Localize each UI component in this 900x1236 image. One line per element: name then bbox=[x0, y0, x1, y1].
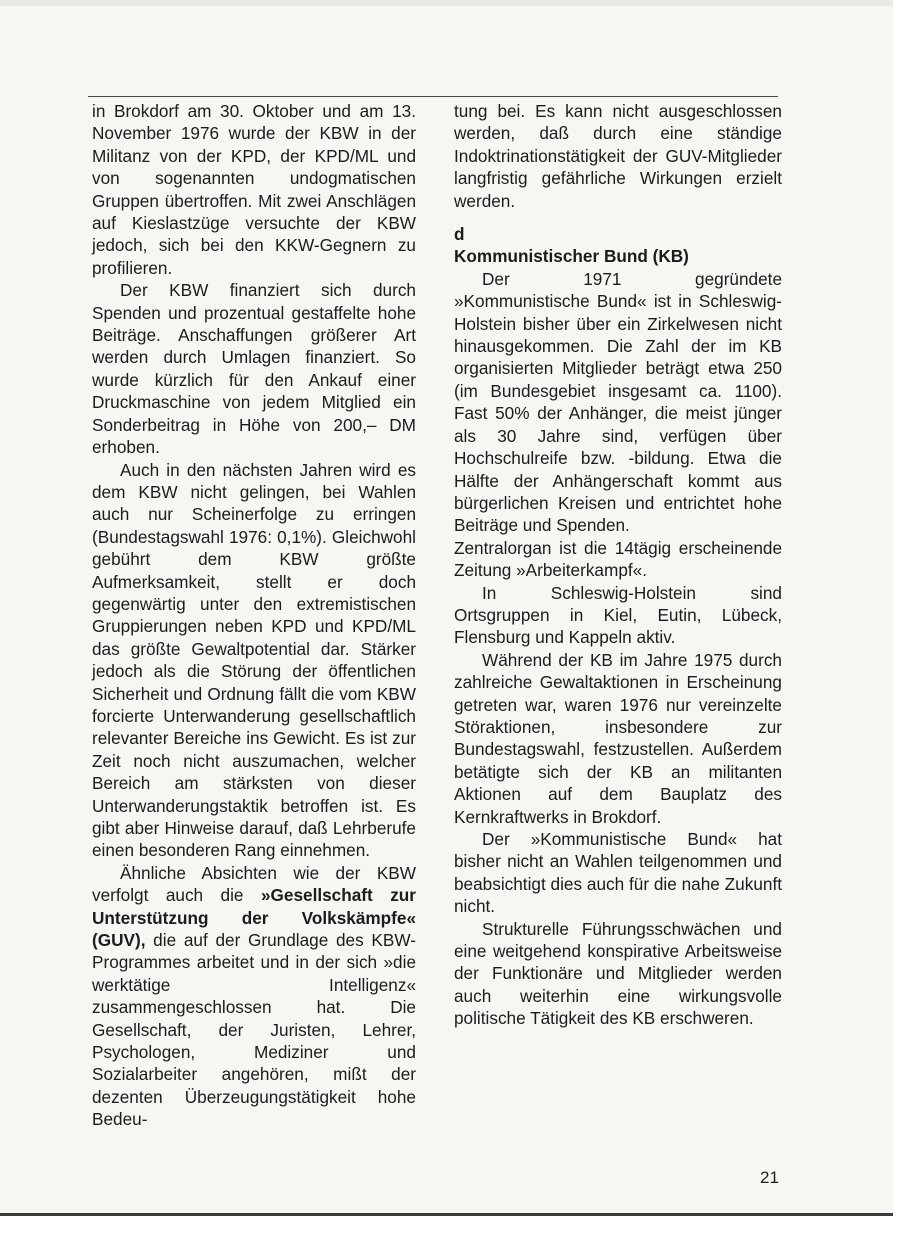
page-bottom-margin bbox=[0, 1213, 893, 1236]
paragraph: in Brokdorf am 30. Oktober und am 13. November 1976 wurde der KBW in der Militanz von der KPD, der KPD/ML und von sogenannten undogmatischen Gruppen übertroffen. Mit zwei Anschlägen auf Kieslastzüge versuchte der KBW jedoch, sich bei den KKW-Gegnern zu profilieren. bbox=[92, 101, 416, 278]
section-heading: Kommunistischer Bund (KB) bbox=[454, 246, 689, 267]
paragraph bbox=[92, 862, 416, 1131]
left-column bbox=[92, 100, 416, 1131]
paragraph: Strukturelle Führungsschwächen und eine weitgehend konspirative Arbeitsweise der Funktionäre und Mitglieder werden auch weiterhin eine wirkungsvolle politische Tätigkeit des KB erschweren. bbox=[454, 918, 782, 1029]
paragraph: Der KBW finanziert sich durch Spenden und prozentual gestaffelte hohe Beiträge. Anschaffungen größerer Art werden durch Umlagen finanziert. So wurde kürzlich für den Ankauf einer Druckmaschine von jedem Mitglied ein Sonderbeitrag in Höhe von 200,– DM erhoben. bbox=[92, 280, 416, 458]
page-top-edge bbox=[0, 0, 893, 6]
paragraph: Der 1971 gegründete »Kommunistische Bund« ist in Schleswig-Holstein bisher über ein Zirkelwesen nicht hinausgekommen. Die Zahl der im KB organisierten Mitglieder beträgt etwa 250 (im Bundesgebiet insgesamt ca. 1100). Fast 50% der Anhänger, die meist jünger als 30 Jahre sind, verfügen über Hochschulreife bzw. -bildung. Etwa die Hälfte der Anhängerschaft kommt aus bürgerlichen Kreisen und entrichtet hohe Beiträge und Spenden. bbox=[454, 268, 782, 536]
page-right-edge bbox=[893, 0, 900, 1236]
section-letter: d bbox=[454, 224, 465, 245]
paragraph: In Schleswig-Holstein sind Ortsgruppen in Kiel, Eutin, Lübeck, Flensburg und Kappeln aktiv. bbox=[454, 582, 782, 648]
paragraph: tung bei. Es kann nicht ausgeschlossen werden, daß durch eine ständige Indoktrinationstätigkeit der GUV-Mitglieder langfristig gefährliche Wirkungen erzielt werden. bbox=[454, 101, 782, 211]
right-column bbox=[454, 100, 782, 1030]
paragraph: Auch in den nächsten Jahren wird es dem KBW nicht gelingen, bei Wahlen auch nur Scheinerfolge zu erringen (Bundestagswahl 1976: 0,1%). Gleichwohl gebührt dem KBW größte Aufmerksamkeit, stellt er doch gegenwärtig unter den extremistischen Gruppierungen neben KPD und KPD/ML das größte Gewaltpotential dar. Stärker jedoch als die Störung der öffentlichen Sicherheit und Ordnung fällt die vom KBW forcierte Unterwanderung gesellschaftlich relevanter Bereiche ins Gewicht. Es ist zur Zeit noch nicht auszumachen, welcher Bereich am stärksten von dieser Unterwanderungstaktik betroffen ist. Es gibt aber Hinweise darauf, daß Lehrberufe einen besonderen Rang einnehmen. bbox=[92, 459, 416, 861]
paragraph: Der »Kommunistische Bund« hat bisher nicht an Wahlen teilgenommen und beabsichtigt dies auch für die nahe Zukunft nicht. bbox=[454, 829, 782, 917]
paragraph-text: Ähnliche Absichten wie der KBW verfolgt auch die bbox=[92, 862, 416, 906]
organization-name-bold: »Gesellschaft zur Unterstützung der Volkskämpfe« (GUV), bbox=[92, 885, 416, 951]
paragraph-text: die auf der Grundlage des KBW-Programmes arbeitet und in der sich »die werktätige Intelligenz« zusammengeschlossen hat. Die Gesellschaft, der Juristen, Lehrer, Psychologen, Mediziner und Sozialarbeiter angehören, mißt der dezenten Überzeugungstätigkeit hohe Bedeu- bbox=[92, 930, 416, 1130]
paragraph: Während der KB im Jahre 1975 durch zahlreiche Gewaltaktionen in Erscheinung getreten war, waren 1976 nur vereinzelte Störaktionen, insbesondere zur Bundestagswahl, festzustellen. Außerdem betätigte sich der KB an militanten Aktionen auf dem Bauplatz des Kernkraftwerks in Brokdorf. bbox=[454, 649, 782, 827]
paragraph: Zentralorgan ist die 14tägig erscheinende Zeitung »Arbeiterkampf«. bbox=[454, 537, 782, 581]
spacer bbox=[454, 212, 782, 223]
page-number: 21 bbox=[760, 1168, 779, 1187]
header-rule bbox=[88, 96, 778, 97]
page-bottom-edge bbox=[0, 1213, 893, 1216]
